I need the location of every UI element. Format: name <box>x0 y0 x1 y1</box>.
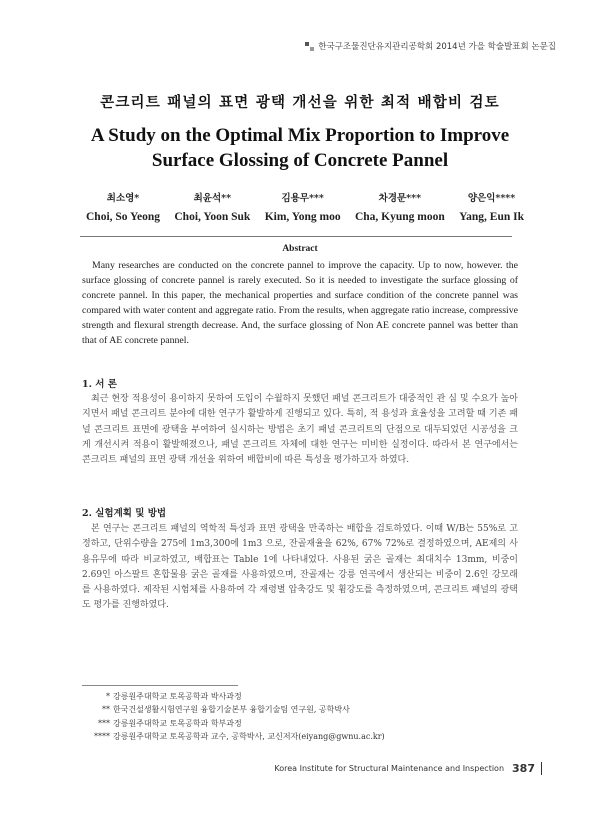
page-number: 387 <box>512 762 542 775</box>
author-korean-name: 김용무*** <box>281 193 324 204</box>
author-english-name: Choi, So Yeong <box>86 211 161 223</box>
divider <box>80 236 512 237</box>
author-korean-name: 최윤석** <box>193 193 232 204</box>
author-english-name: Kim, Yong moo <box>264 211 341 223</box>
footnote-mark: ** <box>102 705 110 715</box>
author <box>174 190 250 226</box>
english-title: A Study on the Optimal Mix Proportion to Improve Surface Glossing of Concrete Pannel <box>90 125 510 171</box>
author <box>459 190 524 226</box>
footnote-divider <box>82 685 238 686</box>
running-header <box>305 40 556 52</box>
footnotes <box>82 690 385 743</box>
footnote-text: 강릉원주대학교 토목공학과 박사과정 <box>113 692 242 701</box>
abstract-text: Many researches are conducted on the concrete pannel to improve the capacity. Up to now, however. the surface glossing of concrete pannel is rarely executed. So it is needed to investigate the surface glossing of concrete pannel. In this paper, the mechanical properties and surface condition of the concrete pannel was compared with water content and aggregate ratio. From the results, when aggregate ratio increase, compressive strength and flexural strength decrease. And, the surface glossing of Non AE concrete pannel was better than that of AE concrete pannel. <box>82 260 518 347</box>
footnote-mark: *** <box>98 718 110 728</box>
footnote <box>82 703 385 716</box>
author <box>355 190 445 226</box>
author-korean-name: 차경문*** <box>378 193 422 204</box>
author-list <box>86 190 524 226</box>
korean-title: 콘크리트 패널의 표면 광택 개선을 위한 최적 배합비 검토 <box>100 94 500 111</box>
footer-institute: Korea Institute for Structural Maintenance and Inspection <box>274 764 505 773</box>
section-text-introduction: 최근 현장 적용성이 용이하지 못하여 도입이 수월하지 못했던 패널 콘크리트가 대중적인 관 심 및 수요가 높아지면서 패널 콘크리트 분야에 대한 연구가 활발하게 진행되고 있다. 특히, 적 용성과 효율성을 고려할 때 기존 패널 콘크리트 표면에 광택을 부여하여 실시하는 방법은 초기 패널 콘크리트의 단점으로 대두되었던 시공성을 크게 개선시켜 적용이 활발해졌으나, 패널 콘크리트 자체에 대한 연구는 미비한 실정이다. 따라서 본 연구에서는 콘크리트 패널의 표면 광택 개선을 위하여 배합비에 따른 특성을 평가하고자 하였다. <box>82 394 518 466</box>
author <box>86 190 160 226</box>
paper-mark-icon <box>305 42 314 51</box>
author-english-name: Yang, Eun Ik <box>459 211 524 223</box>
author <box>265 190 341 226</box>
section-heading-methods: 2. 실험계획 및 방법 <box>82 508 167 519</box>
section-text-methods: 본 연구는 콘크리트 패널의 역학적 특성과 표면 광택을 만족하는 배합을 검토하였다. 이때 W/B는 55%로 고정하고, 단위수량을 275에 1m3,300에 1m3 으로, 잔골재율을 62%, 67% 72%로 결정하였으며, AE제의 사용유무에 따라 비교하였고, 배합표는 Table 1에 나타내었다. 사용된 굵은 골재는 최대치수 13mm, 비중이 2.69인 아스팔트 혼합물용 굵은 골재를 사용하였으며, 잔골재는 강릉 연곡에서 생산되는 비중이 2.6인 강모래를 사용하였다. 제작된 시험체를 사용하여 각 재령별 압축강도 및 휨강도를 측정하였으며, 콘크리트 패널의 광택도 평가를 진행하였다. <box>82 524 518 611</box>
footnote-text: 강릉원주대학교 토목공학과 교수, 공학박사, 교신저자(eiyang@gwnu.ac.kr) <box>113 731 385 741</box>
footnote <box>82 730 385 743</box>
footnote-text: 강릉원주대학교 토목공학과 학부과정 <box>113 718 242 728</box>
conference-name: 한국구조물진단유지관리공학회 2014년 가을 학술발표회 논문집 <box>318 42 556 52</box>
abstract-heading: Abstract <box>282 244 318 254</box>
footnote-text: 한국건설생활시험연구원 융합기술본부 융합기술팀 연구원, 공학박사 <box>113 705 350 715</box>
author-english-name: Choi, Yoon Suk <box>174 211 251 223</box>
footnote <box>82 690 385 703</box>
section-heading-introduction: 1. 서 론 <box>82 379 117 390</box>
footnote <box>82 717 385 730</box>
author-korean-name: 최소영* <box>106 193 140 204</box>
page-footer <box>274 762 542 775</box>
author-korean-name: 양은익**** <box>467 193 516 204</box>
author-english-name: Cha, Kyung moon <box>354 211 445 223</box>
footnote-mark: * <box>106 692 110 701</box>
footnote-mark: **** <box>94 731 110 741</box>
